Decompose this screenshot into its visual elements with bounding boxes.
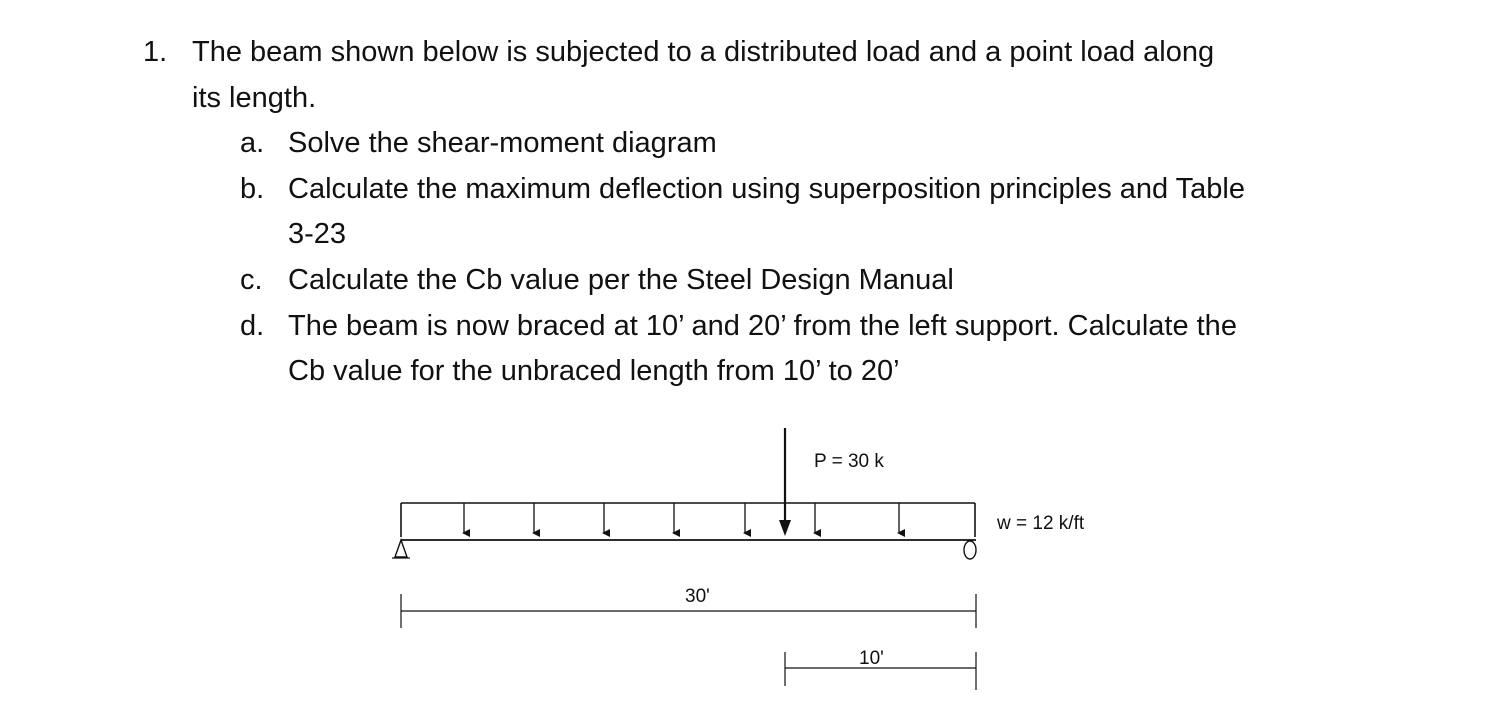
item-b-marker: b. bbox=[240, 173, 265, 205]
distributed-load-label: w = 12 k/ft bbox=[997, 513, 1085, 534]
problem-number: 1. bbox=[143, 36, 168, 68]
problem-intro-line-1: The beam shown below is subjected to a distributed load and a point load along bbox=[192, 36, 1215, 68]
item-c-text: Calculate the Cb value per the Steel Design Manual bbox=[288, 264, 954, 296]
point-load-label: P = 30 k bbox=[814, 451, 884, 472]
problem-intro-line-2: its length. bbox=[192, 82, 317, 114]
span-label: 30' bbox=[685, 586, 710, 607]
item-a-marker: a. bbox=[240, 127, 265, 159]
pin-support bbox=[392, 540, 410, 558]
item-b-text-line-1: Calculate the maximum deflection using superposition principles and Table bbox=[288, 173, 1245, 205]
point-load-arrow bbox=[779, 428, 791, 536]
item-b-text-line-2: 3-23 bbox=[288, 218, 347, 250]
distributed-load-arrows bbox=[464, 503, 899, 533]
item-a-text: Solve the shear-moment diagram bbox=[288, 127, 717, 159]
roller-support bbox=[964, 541, 976, 559]
item-c-marker: c. bbox=[240, 264, 263, 296]
sub-span-label: 10' bbox=[859, 648, 884, 669]
item-d-text-line-1: The beam is now braced at 10’ and 20’ from the left support. Calculate the bbox=[288, 310, 1237, 342]
item-d-text-line-2: Cb value for the unbraced length from 10’ to 20’ bbox=[288, 355, 900, 387]
item-d-marker: d. bbox=[240, 310, 265, 342]
